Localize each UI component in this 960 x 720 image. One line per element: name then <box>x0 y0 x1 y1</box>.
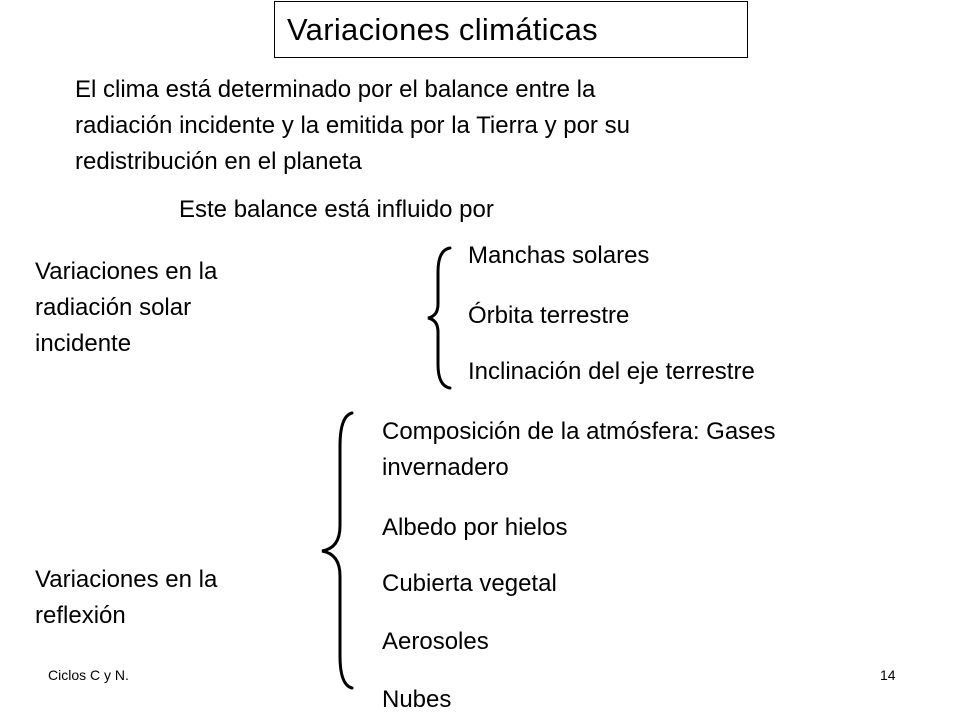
list-item: Manchas solares <box>468 242 650 269</box>
category-line: reflexión <box>35 602 126 629</box>
intro-paragraph <box>75 72 865 180</box>
list-item: Cubierta vegetal <box>382 570 557 597</box>
list-item: Aerosoles <box>382 628 489 655</box>
footer-text: Ciclos C y N. <box>48 667 129 683</box>
category-line: Variaciones en la <box>35 258 218 285</box>
list-item: invernadero <box>382 454 509 481</box>
slide-title: Variaciones climáticas <box>274 1 748 58</box>
intro-line: radiación incidente y la emitida por la Tierra y por su <box>75 112 630 139</box>
page-number: 14 <box>880 667 896 683</box>
brace-group1 <box>424 246 464 390</box>
category-reflection <box>35 562 217 634</box>
subtitle: Este balance está influido por <box>179 196 494 223</box>
category-solar-radiation <box>35 254 217 362</box>
category-line: incidente <box>35 330 132 357</box>
intro-line: El clima está determinado por el balance entre la <box>75 76 596 103</box>
list-item: Órbita terrestre <box>468 302 630 329</box>
list-item: Inclinación del eje terrestre <box>468 358 755 385</box>
category-line: Variaciones en la <box>35 566 218 593</box>
list-item: Nubes <box>382 686 452 713</box>
list-item: Albedo por hielos <box>382 514 568 541</box>
category-line: radiación solar <box>35 294 192 321</box>
intro-line: redistribución en el planeta <box>75 148 362 175</box>
brace-group2 <box>316 410 366 690</box>
list-item: Composición de la atmósfera: Gases <box>382 418 776 445</box>
